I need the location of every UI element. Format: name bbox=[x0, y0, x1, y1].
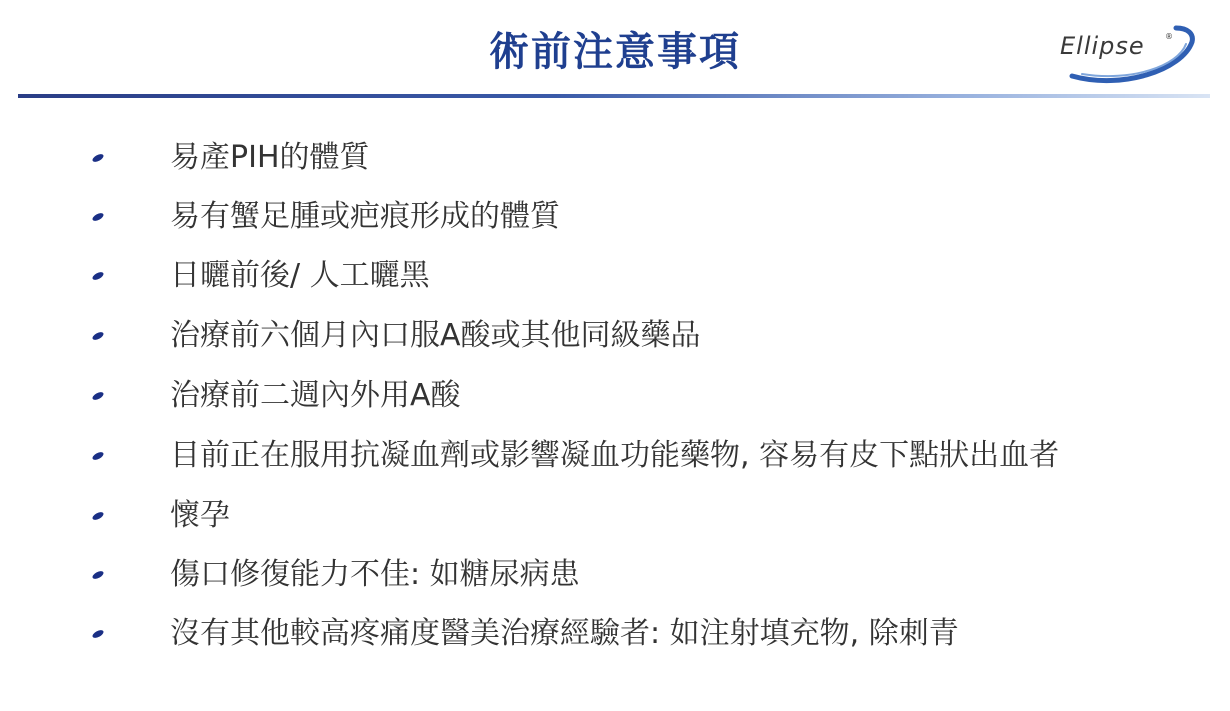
list-item bbox=[0, 130, 1230, 180]
list-item-text: 傷口修復能力不佳: 如糖尿病患 bbox=[170, 557, 580, 592]
list-item-text: 目前正在服用抗凝血劑或影響凝血功能藥物, 容易有皮下點狀出血者 bbox=[170, 438, 1060, 473]
list-item bbox=[0, 308, 1230, 358]
bullet-icon bbox=[91, 451, 104, 462]
bullet-icon bbox=[91, 271, 104, 282]
list-item bbox=[0, 189, 1230, 239]
logo-wordmark: Ellipse bbox=[1060, 32, 1145, 60]
bullet-icon bbox=[91, 629, 104, 640]
bullet-icon bbox=[91, 511, 104, 522]
list-item-text: 日曬前後/ 人工曬黑 bbox=[170, 258, 430, 293]
list-item bbox=[0, 606, 1230, 656]
logo-registered-mark: ® bbox=[1165, 32, 1173, 41]
title-divider bbox=[18, 94, 1210, 98]
list-item bbox=[0, 488, 1230, 538]
ellipse-logo bbox=[1052, 20, 1200, 86]
list-item-text: 易有蟹足腫或疤痕形成的體質 bbox=[170, 199, 560, 234]
page-title: 術前注意事項 bbox=[489, 29, 741, 75]
list-item bbox=[0, 428, 1230, 478]
bullet-icon bbox=[91, 212, 104, 223]
list-item-text: 治療前六個月內口服A酸或其他同級藥品 bbox=[170, 318, 701, 353]
list-item-text: 懷孕 bbox=[170, 498, 230, 533]
bullet-icon bbox=[91, 331, 104, 342]
list-item-text: 易產PIH的體質 bbox=[170, 140, 370, 175]
list-item bbox=[0, 547, 1230, 597]
bullet-icon bbox=[91, 391, 104, 402]
list-item bbox=[0, 248, 1230, 298]
list-item bbox=[0, 368, 1230, 418]
bullet-icon bbox=[91, 153, 104, 164]
list-item-text: 治療前二週內外用A酸 bbox=[170, 378, 461, 413]
bullet-icon bbox=[91, 570, 104, 581]
list-item-text: 沒有其他較高疼痛度醫美治療經驗者: 如注射填充物, 除刺青 bbox=[170, 616, 959, 651]
